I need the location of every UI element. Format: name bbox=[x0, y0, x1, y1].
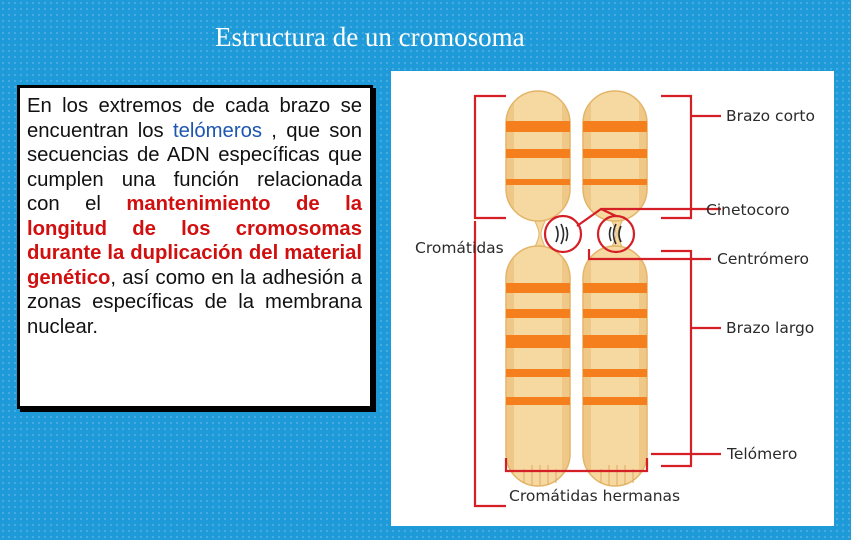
right-lower-arm bbox=[583, 246, 647, 486]
label-cromatidas: Cromátidas bbox=[415, 239, 504, 257]
brazo-largo-bracket bbox=[661, 251, 691, 466]
body-text bbox=[27, 94, 362, 339]
label-brazo-corto: Brazo corto bbox=[726, 107, 815, 125]
slide-title: Estructura de un cromosoma bbox=[215, 22, 525, 52]
text-part-3: , así como en la adhesión a zonas específicas de la membrana nuclear. bbox=[27, 266, 362, 338]
cinetocoro-leader bbox=[577, 209, 721, 226]
label-centromero: Centrómero bbox=[717, 250, 809, 268]
label-cromatidas-hermanas: Cromátidas hermanas bbox=[509, 487, 681, 505]
right-chromatid bbox=[578, 91, 653, 486]
label-brazo-largo: Brazo largo bbox=[726, 319, 815, 337]
text-box bbox=[17, 85, 373, 409]
chromosome-figure bbox=[391, 71, 834, 526]
text-part-1: En los extremos de cada brazo se encuentran los bbox=[27, 95, 362, 142]
kinetochore-marks bbox=[556, 224, 621, 244]
text-part-2: , que son secuencias de ADN específicas que cumplen una función relacionada con el bbox=[27, 119, 362, 215]
label-cinetocoro: Cinetocoro bbox=[706, 201, 790, 219]
label-telomero: Telómero bbox=[727, 445, 798, 463]
brazo-corto-bracket-left bbox=[475, 96, 506, 218]
left-lower-arm bbox=[506, 246, 570, 486]
brazo-corto-bracket-right bbox=[661, 96, 691, 218]
red-highlight: mantenimiento de la longitud de los cromosomas durante la duplicación del material genético bbox=[27, 193, 362, 289]
telomeros-highlight: telómeros bbox=[172, 119, 263, 142]
cromatidas-bracket bbox=[475, 221, 506, 506]
left-chromatid bbox=[501, 91, 576, 486]
chromosome-diagram bbox=[391, 71, 834, 526]
